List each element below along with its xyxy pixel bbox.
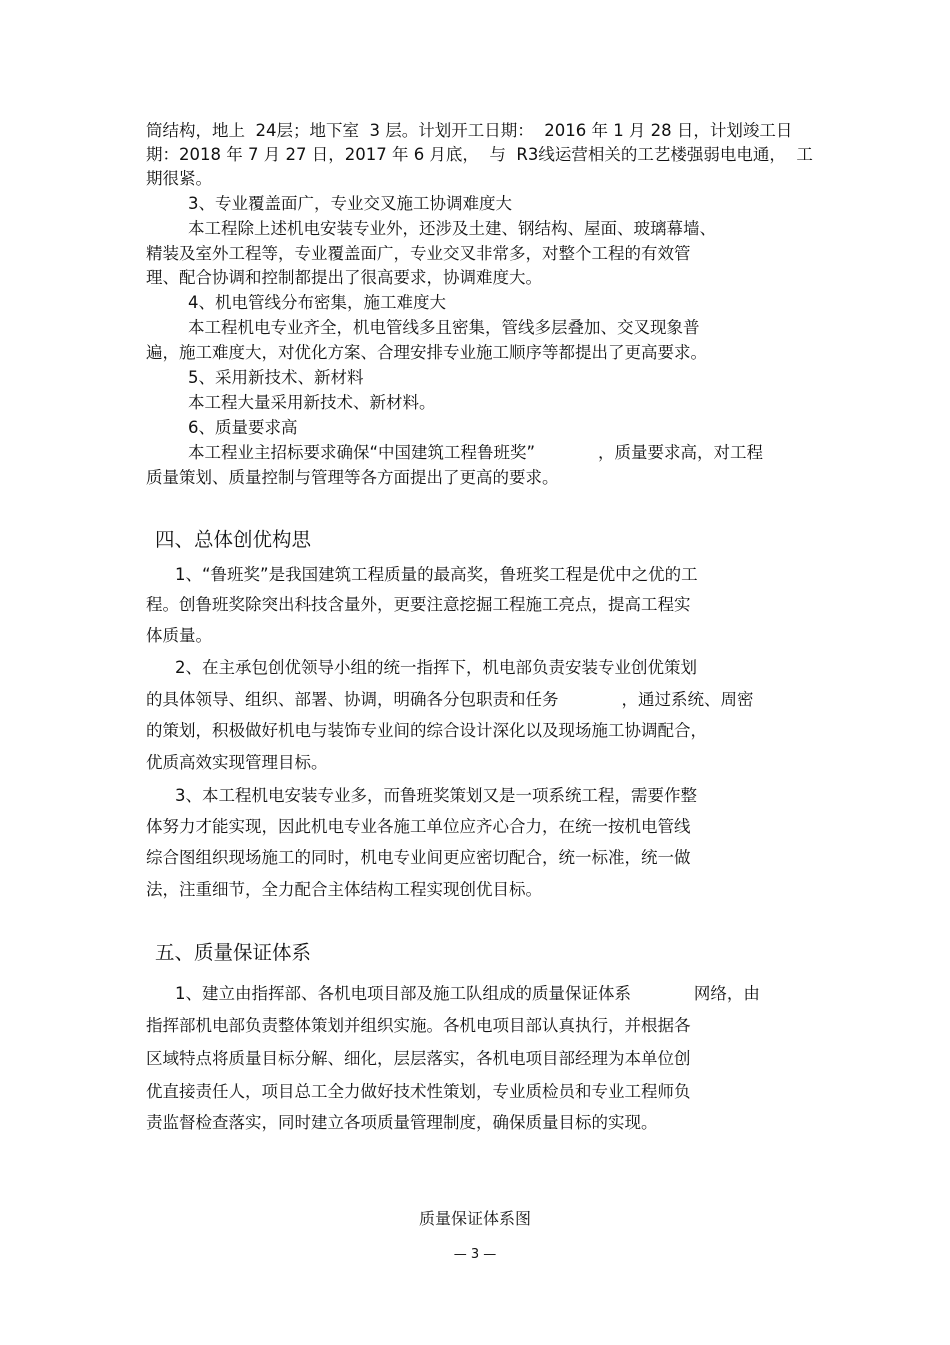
text-line: 期：2018 年 7 月 27 日，2017 年 6 月底， 与 R3线运营相关的工艺楼强弱电电通， 工	[146, 145, 813, 164]
text-line: 法，注重细节，全力配合主体结构工程实现创优目标。	[146, 880, 542, 899]
text-line: 筒结构，地上 24层；地下室 3 层。计划开工日期： 2016 年 1 月 28 日，计划竣工日	[146, 121, 793, 140]
text-line: 本工程机电专业齐全，机电管线多且密集，管线多层叠加、交叉现象普	[188, 318, 700, 337]
text-line: 本工程大量采用新技术、新材料。	[188, 393, 436, 412]
text-line: 本工程除上述机电安装专业外，还涉及土建、钢结构、屋面、玻璃幕墙、	[188, 219, 716, 238]
text-line: 体努力才能实现，因此机电专业各施工单位应齐心合力，在统一按机电管线	[146, 817, 691, 836]
text-line: 1、“鲁班奖”是我国建筑工程质量的最高奖，鲁班奖工程是优中之优的工	[175, 565, 698, 584]
text-line: 体质量。	[146, 626, 212, 645]
text-line: 质量策划、质量控制与管理等各方面提出了更高的要求。	[146, 468, 559, 487]
text-line: 精装及室外工程等，专业覆盖面广，专业交叉非常多，对整个工程的有效管	[146, 244, 691, 263]
text-line: 优质高效实现管理目标。	[146, 753, 328, 772]
section-heading-5: 五、质量保证体系	[155, 941, 312, 964]
text-line: 本工程业主招标要求确保“中国建筑工程鲁班奖” ，质量要求高，对工程	[188, 443, 764, 462]
subheading-3: 3、专业覆盖面广，专业交叉施工协调难度大	[188, 194, 512, 213]
text-line: 责监督检查落实，同时建立各项质量管理制度，确保质量目标的实现。	[146, 1113, 658, 1132]
text-line: 区域特点将质量目标分解、细化，层层落实，各机电项目部经理为本单位创	[146, 1049, 691, 1068]
text-line: 指挥部机电部负责整体策划并组织实施。各机电项目部认真执行，并根据各	[146, 1016, 691, 1035]
text-line: 程。创鲁班奖除突出科技含量外，更要注意挖掘工程施工亮点，提高工程实	[146, 595, 691, 614]
subheading-5: 5、采用新技术、新材料	[188, 368, 364, 387]
subheading-4: 4、机电管线分布密集，施工难度大	[188, 293, 446, 312]
page-number: — 3 —	[453, 1247, 497, 1262]
figure-caption: 质量保证体系图	[418, 1209, 531, 1228]
section-heading-4: 四、总体创优构思	[155, 528, 312, 551]
subheading-6: 6、质量要求高	[188, 418, 298, 437]
text-line: 理、配合协调和控制都提出了很高要求，协调难度大。	[146, 268, 542, 287]
text-line: 遍，施工难度大，对优化方案、合理安排专业施工顺序等都提出了更高要求。	[146, 343, 707, 362]
text-line: 3、本工程机电安装专业多，而鲁班奖策划又是一项系统工程，需要作整	[175, 786, 697, 805]
text-line: 的具体领导、组织、部署、协调，明确各分包职责和任务 ，通过系统、周密	[146, 690, 754, 709]
text-line: 2、在主承包创优领导小组的统一指挥下，机电部负责安装专业创优策划	[175, 658, 697, 677]
text-line: 1、建立由指挥部、各机电项目部及施工队组成的质量保证体系 网络，由	[175, 984, 760, 1003]
text-line: 的策划，积极做好机电与装饰专业间的综合设计深化以及现场施工协调配合，	[146, 721, 707, 740]
text-line: 综合图组织现场施工的同时，机电专业间更应密切配合，统一标准，统一做	[146, 848, 691, 867]
text-line: 期很紧。	[146, 169, 212, 188]
text-line: 优直接责任人，项目总工全力做好技术性策划，专业质检员和专业工程师负	[146, 1082, 691, 1101]
